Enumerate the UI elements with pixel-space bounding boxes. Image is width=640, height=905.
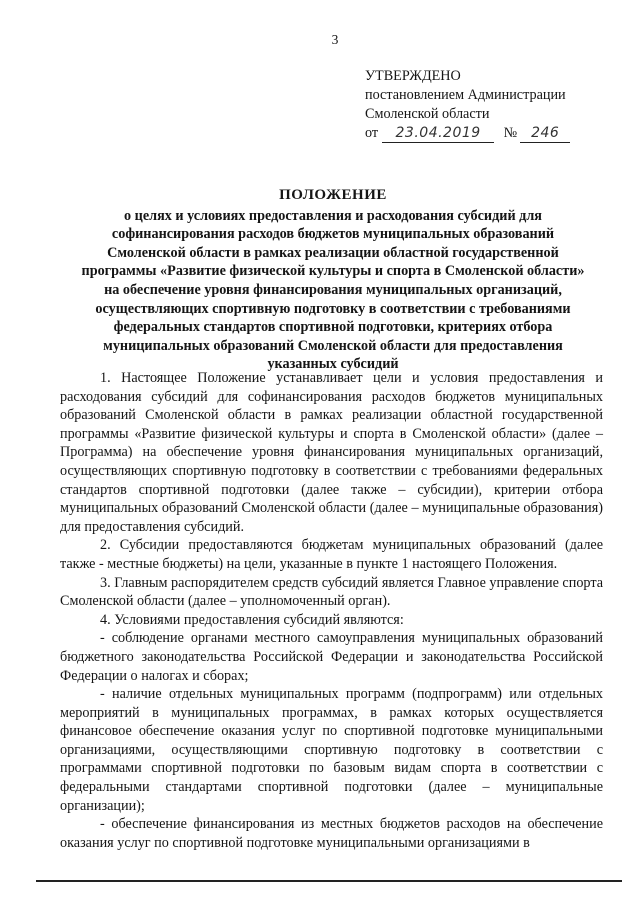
document-body xyxy=(60,369,603,852)
document-title: ПОЛОЖЕНИЕ xyxy=(279,187,387,203)
paragraph-3: 3. Главным распорядителем средств субсидий является Главное управление спорта Смоленской области (далее – уполномоченный орган). xyxy=(60,574,603,610)
title-line: о целях и условиях предоставления и расходования субсидий для xyxy=(124,207,542,224)
bottom-scan-line xyxy=(36,880,622,882)
title-line: федеральных стандартов спортивной подготовки, критериях отбора xyxy=(113,319,553,336)
paragraph-4: 4. Условиями предоставления субсидий являются: xyxy=(100,611,404,628)
title-line: Смоленской области в рамках реализации областной государственной xyxy=(107,244,559,261)
title-line: указанных субсидий xyxy=(267,356,399,373)
paragraph-1: 1. Настоящее Положение устанавливает цели и условия предоставления и расходования субсидий для софинансирования расходов бюджетов муниципальных образований Смоленской области в рамках реализации областной государственной программы «Развитие физической культуры и спорта в Смоленской области» (далее – Программа) на обеспечение уровня финансирования муниципальных организаций, осуществляющих спортивную подготовку в соответствии с требованиями федеральных стандартов спортивной подготовки (далее также – субсидии), критерии отбора муниципальных образований Смоленской области (далее – муниципальные образования) для предоставления субсидий. xyxy=(60,370,603,535)
title-line: софинансирования расходов бюджетов муниципальных образований xyxy=(111,226,555,243)
handwritten-date: 23.04.2019 xyxy=(382,124,494,143)
title-line: муниципальных образований Смоленской области для предоставления xyxy=(103,337,563,354)
approval-date-line xyxy=(365,124,625,146)
title-line: осуществляющих спортивную подготовку в соответствии с требованиями xyxy=(95,300,571,317)
approval-title: УТВЕРЖДЕНО xyxy=(365,68,461,84)
condition-item-1: - соблюдение органами местного самоуправления муниципальных образований бюджетного законодательства Российской Федерации и законодательства Российской Федерации о налогах и сборах; xyxy=(60,630,603,684)
number-prefix: № xyxy=(503,125,518,141)
handwritten-number: 246 xyxy=(520,124,570,143)
date-prefix: от xyxy=(365,125,379,141)
condition-item-2: - наличие отдельных муниципальных программ (подпрограмм) или отдельных мероприятий в муниципальных программах, в рамках которых осуществляется финансовое обеспечение оказания услуг по спортивной подготовке муниципальными организациями, осуществляющими спортивную подготовку в соответствии с программами спортивной подготовки по базовым видам спорта в соответствии с федеральными стандартами спортивной подготовки (далее – муниципальные организации); xyxy=(60,686,603,814)
paragraph-2: 2. Субсидии предоставляются бюджетам муниципальных образований (далее также - местные бюджеты) на цели, указанные в пункте 1 настоящего Положения. xyxy=(60,537,603,572)
condition-item-3: - обеспечение финансирования из местных бюджетов расходов на обеспечение оказания услуг по спортивной подготовке муниципальными организациями в xyxy=(60,816,603,851)
document-title-block xyxy=(78,186,588,374)
approval-line-2: Смоленской области xyxy=(365,106,490,122)
approval-line-1: постановлением Администрации xyxy=(365,87,566,103)
title-line: на обеспечение уровня финансирования муниципальных организаций, xyxy=(104,281,562,298)
approval-stamp xyxy=(365,67,625,146)
title-line: программы «Развитие физической культуры и спорта в Смоленской области» xyxy=(81,263,585,280)
page-number: 3 xyxy=(331,32,339,47)
